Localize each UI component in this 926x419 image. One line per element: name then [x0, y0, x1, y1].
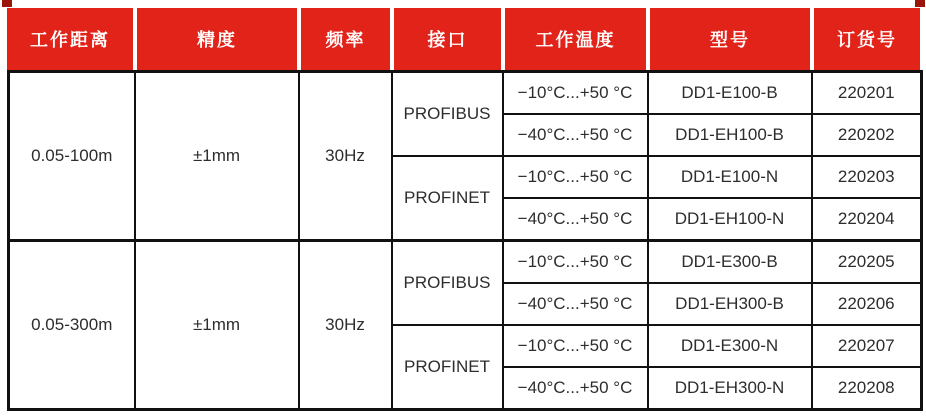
- temp-cell: −10°C...+50 °C: [503, 72, 648, 115]
- interface-cell: PROFINET: [392, 156, 503, 241]
- model-cell: DD1-EH100-N: [648, 198, 812, 241]
- model-cell: DD1-EH300-N: [648, 367, 812, 410]
- corner-artifact-left: [2, 0, 12, 7]
- accuracy-cell: ±1mm: [135, 241, 299, 410]
- header-cell-order-number: 订货号: [810, 8, 920, 70]
- order-cell: 220208: [812, 367, 922, 410]
- header-cell-interface: 接口: [390, 8, 501, 70]
- temp-cell: −40°C...+50 °C: [503, 114, 648, 156]
- model-cell: DD1-E300-B: [648, 241, 812, 284]
- accuracy-cell: ±1mm: [135, 72, 299, 241]
- interface-cell: PROFIBUS: [392, 72, 503, 157]
- order-cell: 220205: [812, 241, 922, 284]
- interface-cell: PROFIBUS: [392, 241, 503, 326]
- temp-cell: −40°C...+50 °C: [503, 367, 648, 410]
- model-cell: DD1-E100-B: [648, 72, 812, 115]
- temp-cell: −10°C...+50 °C: [503, 241, 648, 284]
- interface-cell: PROFINET: [392, 325, 503, 410]
- model-cell: DD1-EH300-B: [648, 283, 812, 325]
- model-cell: DD1-EH100-B: [648, 114, 812, 156]
- order-cell: 220203: [812, 156, 922, 198]
- header-cell-model: 型号: [646, 8, 810, 70]
- spec-table: [7, 70, 923, 411]
- temp-cell: −10°C...+50 °C: [503, 325, 648, 367]
- distance-cell: 0.05-100m: [9, 72, 135, 241]
- corner-artifact-right: [915, 0, 925, 7]
- order-cell: 220207: [812, 325, 922, 367]
- header-cell-accuracy: 精度: [133, 8, 297, 70]
- temp-cell: −40°C...+50 °C: [503, 283, 648, 325]
- header-cell-frequency: 频率: [297, 8, 390, 70]
- order-cell: 220206: [812, 283, 922, 325]
- order-cell: 220204: [812, 198, 922, 241]
- frequency-cell: 30Hz: [299, 72, 392, 241]
- frequency-cell: 30Hz: [299, 241, 392, 410]
- order-cell: 220202: [812, 114, 922, 156]
- table-row: [9, 72, 922, 115]
- table-row: [9, 241, 922, 284]
- header-cell-temperature: 工作温度: [501, 8, 646, 70]
- model-cell: DD1-E300-N: [648, 325, 812, 367]
- distance-cell: 0.05-300m: [9, 241, 135, 410]
- temp-cell: −10°C...+50 °C: [503, 156, 648, 198]
- order-cell: 220201: [812, 72, 922, 115]
- table-header-row: [7, 8, 920, 70]
- model-cell: DD1-E100-N: [648, 156, 812, 198]
- header-cell-working-distance: 工作距离: [7, 8, 133, 70]
- temp-cell: −40°C...+50 °C: [503, 198, 648, 241]
